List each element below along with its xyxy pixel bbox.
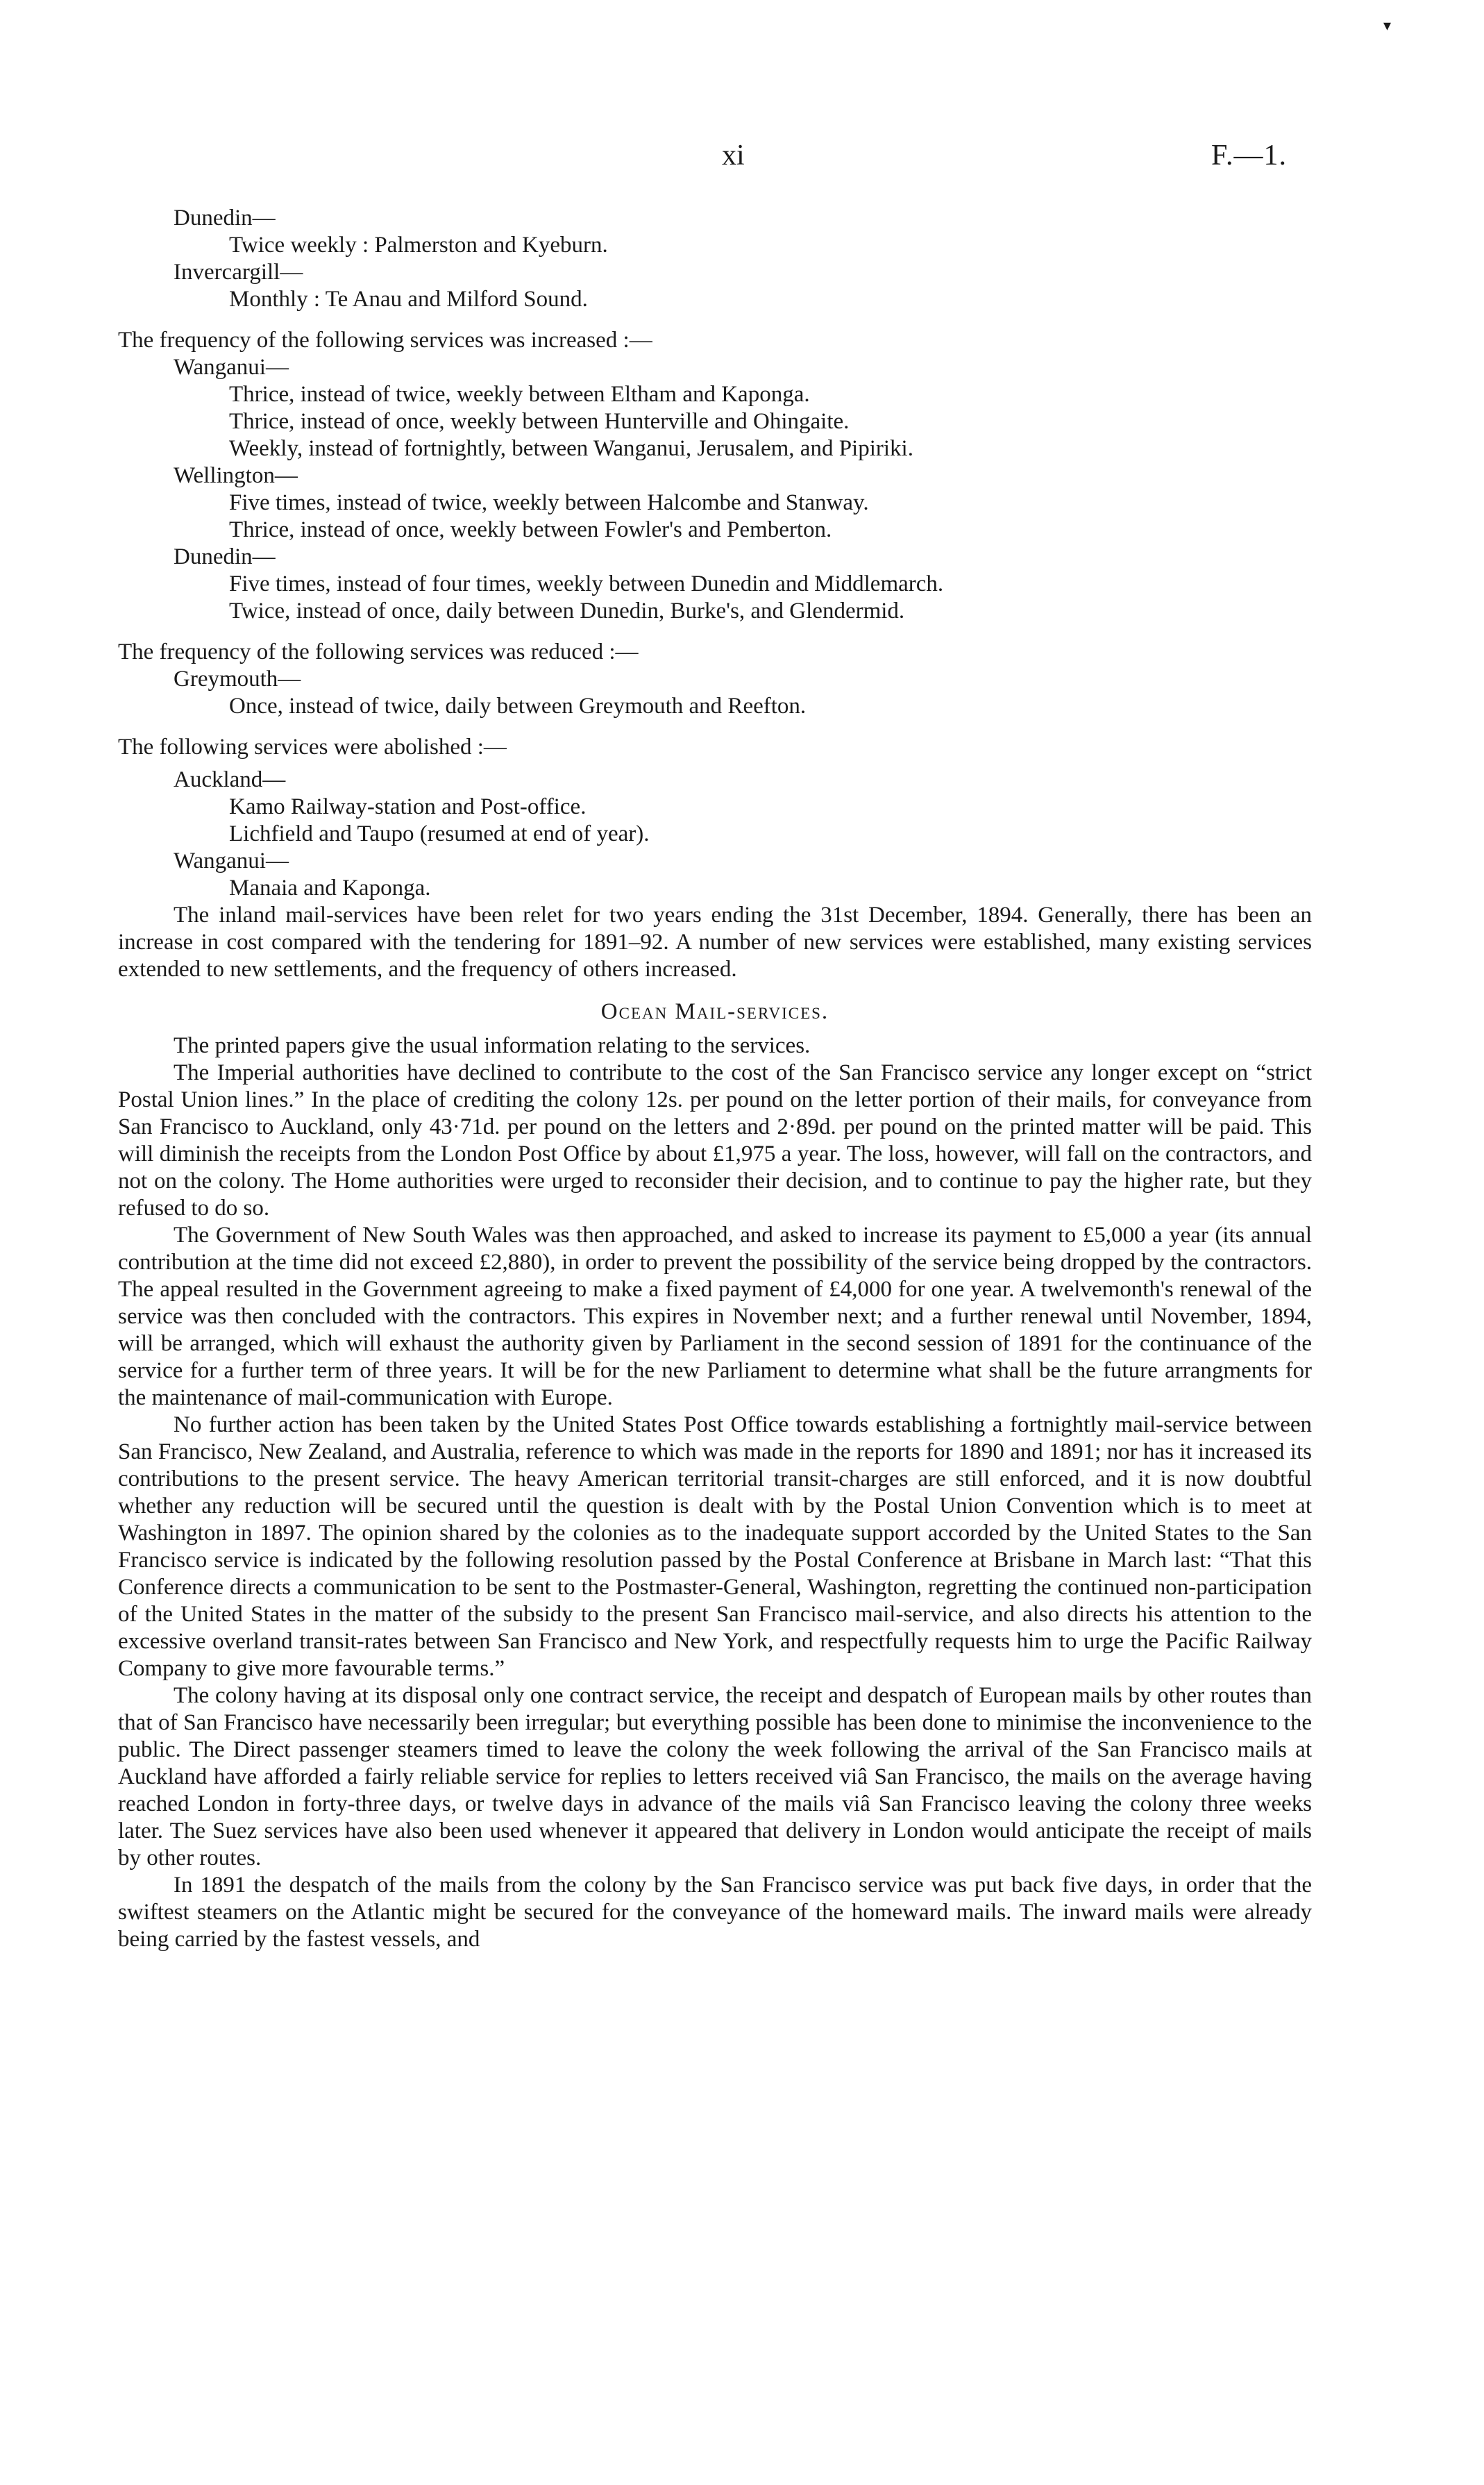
list-item: Kamo Railway-station and Post-office. [229,794,587,819]
abolished-list [118,734,1312,902]
document-reference: F.—1. [1211,140,1287,171]
list-item: Twice, instead of once, daily between Dunedin, Burke's, and Glendermid. [229,599,905,624]
paragraph: The Government of New South Wales was then approached, and asked to increase its payment to £5,000 a year (its annual contribution at the time did not exceed £2,880), in order to prevent the possibility of the service being dropped by the contractors. The appeal resulted in the Government agreeing to make a fixed payment of £4,000 for one year. A twelvemonth's renewal of the service was then concluded with the contractors. This expires in November next; and a further renewal until November, 1894, will be arranged, which will exhaust the authority given by Parliament in the second session of 1891 for the continuance of the service for a further term of three years. It will be for the new Parliament to determine what shall be the future arrangments for the maintenance of mail-communication with Europe. [118,1223,1312,1410]
list-intro: The frequency of the following services was increased :— [118,328,652,353]
paragraph-inland-relet: The inland mail-services have been relet for two years ending the 31st December, 1894. Generally, there has been an increase in cost compared with the tendering for 1891–92. A number of new services were established, many existing services extended to new settlements, and the frequency of others increased. [118,903,1312,982]
list-item: Thrice, instead of twice, weekly between Eltham and Kaponga. [229,382,810,407]
reduced-list [118,639,1312,720]
list-item: Five times, instead of four times, weekly between Dunedin and Middlemarch. [229,571,944,596]
list-item: Once, instead of twice, daily between Greymouth and Reefton. [229,694,807,719]
region-heading: Greymouth— [174,667,301,692]
region-heading: Wanganui— [174,848,289,873]
list-item: Lichfield and Taupo (resumed at end of year). [229,821,650,846]
paragraph: The colony having at its disposal only one contract service, the receipt and despatch of European mails by other routes than that of San Francisco have necessarily been irregular; but everything possible has been done to minimise the inconvenience to the public. The Direct passenger steamers timed to leave the colony the week following the arrival of the San Francisco mails at Auckland have afforded a fairly reliable service for replies to letters received viâ San Francisco, the mails on the average having reached London in forty-three days, or twelve days in advance of the mails viâ San Francisco leaving the colony three weeks later. The Suez services have also been used whenever it appeared that delivery in London would anticipate the receipt of mails by other routes. [118,1683,1312,1871]
list-intro: The following services were abolished :— [118,735,507,760]
list-item: Manaia and Kaponga. [229,876,431,901]
paragraph: The printed papers give the usual information relating to the services. [174,1033,811,1058]
established-list [118,205,1312,313]
page-body [118,205,1312,1953]
paragraph: No further action has been taken by the United States Post Office towards establishing a fortnightly mail-service between San Francisco, New Zealand, and Australia, reference to which was made in the reports for 1890 and 1891; nor has it increased its contributions to the present service. The heavy American territorial transit-charges are still enforced, and it is now doubtful whether any reduction will be secured until the question is dealt with by the Postal Union Convention which is to meet at Washington in 1897. The opinion shared by the colonies as to the inadequate support accorded by the United States to the San Francisco service is indicated by the following resolution passed by the Postal Conference at Brisbane in March last: “That this Conference directs a communication to be sent to the Postmaster-General, Washington, regretting the continued non-participation of the United States in the matter of the subsidy to the present San Francisco mail-service, and also directs his attention to the excessive overland transit-rates between San Francisco and New York, and respectfully requests him to urge the Pacific Railway Company to give more favourable terms.” [118,1412,1312,1681]
region-heading: Dunedin— [174,206,276,231]
list-item: Weekly, instead of fortnightly, between Wanganui, Jerusalem, and Pipiriki. [229,436,913,461]
list-item: Monthly : Te Anau and Milford Sound. [229,287,588,312]
region-heading: Auckland— [174,767,286,792]
scan-mark: ▾ [1383,17,1392,34]
list-item: Twice weekly : Palmerston and Kyeburn. [229,233,608,258]
section-title-ocean-mail: Ocean Mail-services. [600,999,829,1024]
increased-list [118,327,1312,625]
list-item: Thrice, instead of once, weekly between Hunterville and Ohingaite. [229,409,850,434]
paragraph: In 1891 the despatch of the mails from the colony by the San Francisco service was put back five days, in order that the swiftest steamers on the Atlantic might be secured for the conveyance of the homeward mails. The inward mails were already being carried by the fastest vessels, and [118,1873,1312,1952]
region-heading: Dunedin— [174,544,276,569]
list-item: Thrice, instead of once, weekly between Fowler's and Pemberton. [229,517,832,542]
region-heading: Wellington— [174,463,298,488]
region-heading: Wanganui— [174,355,289,380]
page-number: xi [722,140,745,171]
region-heading: Invercargill— [174,260,303,285]
list-item: Five times, instead of twice, weekly between Halcombe and Stanway. [229,490,869,515]
paragraph: The Imperial authorities have declined to contribute to the cost of the San Francisco service any longer except on “strict Postal Union lines.” In the place of crediting the colony 12s. per pound on the letter portion of their mails, for conveyance from San Francisco to Auckland, only 43·71d. per pound on the letters and 2·89d. per pound on the printed matter will be paid. This will diminish the receipts from the London Post Office by about £1,975 a year. The loss, however, will fall on the contractors, and not on the colony. The Home authorities were urged to reconsider their decision, and to continue to pay the higher rate, but they refused to do so. [118,1060,1312,1221]
list-intro: The frequency of the following services was reduced :— [118,639,639,664]
